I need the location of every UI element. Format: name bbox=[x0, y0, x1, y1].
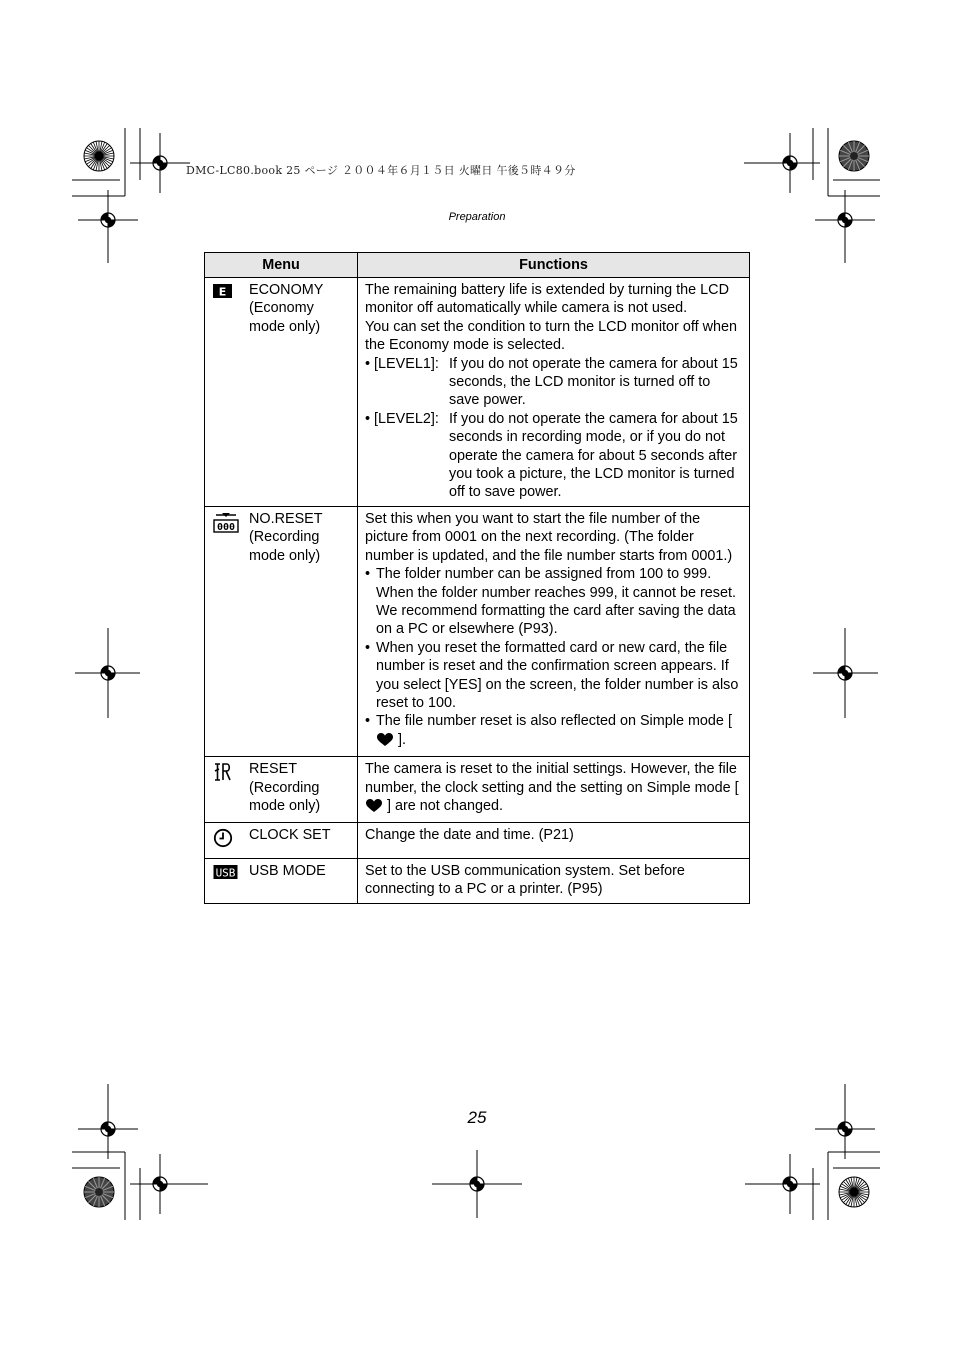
table-row-economy bbox=[205, 278, 750, 507]
usb-icon bbox=[213, 862, 249, 885]
table-row-no-reset bbox=[205, 506, 750, 756]
heart-icon bbox=[377, 733, 393, 752]
list-item: • The folder number can be assigned from 100 to 999. When the folder number reaches 999, it cannot be reset. We recommend formatting the card after saving the data on a PC or elsewhere (P93). bbox=[365, 566, 736, 638]
economy-description-2: You can set the condition to turn the LCD monitor off when the Economy mode is selected. bbox=[365, 318, 737, 354]
heart-icon bbox=[366, 799, 382, 818]
menu-name-usb-mode: USB MODE bbox=[249, 862, 326, 879]
svg-text:USB: USB bbox=[215, 866, 236, 880]
economy-description-1: The remaining battery life is extended by turning the LCD monitor off automatically while camera is not used. bbox=[365, 282, 729, 317]
level1-label: • [LEVEL1]: bbox=[365, 355, 439, 372]
table-header-row bbox=[205, 253, 750, 278]
svg-text:E: E bbox=[218, 285, 227, 299]
simple-mode-note: The file number reset is also reflected on Simple mode [ bbox=[376, 713, 732, 730]
menu-name-economy: ECONOMY (Economy mode only) bbox=[249, 282, 324, 335]
number-reset-icon bbox=[213, 510, 249, 565]
economy-e-icon bbox=[213, 281, 249, 336]
usb-mode-description: Set to the USB communication system. Set before connecting to a PC or a printer. (P95) bbox=[358, 858, 750, 903]
setup-menu-table bbox=[204, 252, 750, 904]
clock-icon bbox=[213, 826, 249, 853]
section-title: Preparation bbox=[448, 211, 506, 223]
list-item: • The file number reset is also reflected on Simple mode [ ]. bbox=[365, 712, 743, 752]
level2-text: If you do not operate the camera for about 15 seconds in recording mode, or if you do not operate the camera for about 5 seconds after you took a picture, the LCD monitor is turned off to save power. bbox=[449, 410, 738, 501]
table-row-reset bbox=[205, 757, 750, 823]
list-item-level1 bbox=[365, 355, 743, 410]
clock-set-description: Change the date and time. (P21) bbox=[358, 823, 750, 858]
no-reset-description: Set this when you want to start the file number of the picture from 0001 on the next recording. (The folder number is updated, and the file number starts from 0001.) bbox=[365, 510, 733, 564]
table-row-clock-set bbox=[205, 823, 750, 858]
menu-name-no-reset: NO.RESET (Recording mode only) bbox=[249, 510, 323, 564]
list-item: • When you reset the formatted card or new card, the file number is reset and the confirmation screen appears. If you select [YES] on the screen, the folder number is also reset to 100. bbox=[365, 639, 739, 711]
svg-text:000: 000 bbox=[216, 521, 236, 533]
level2-label: • [LEVEL2]: bbox=[365, 410, 439, 427]
book-file-header: DMC-LC80.book 25 ページ ２００４年６月１５日 火曜日 午後５時４９分 bbox=[186, 164, 576, 177]
reset-icon bbox=[213, 760, 249, 815]
functions-column-header: Functions bbox=[358, 253, 750, 278]
list-item-level2 bbox=[365, 410, 743, 502]
reset-description: The camera is reset to the initial settings. However, the file number, the clock setting and the setting on Simple mode [ bbox=[365, 761, 739, 796]
menu-name-clock-set: CLOCK SET bbox=[249, 827, 331, 844]
table-row-usb-mode bbox=[205, 858, 750, 903]
level1-text: If you do not operate the camera for about 15 seconds, the LCD monitor is turned off to save power. bbox=[449, 355, 738, 409]
reset-description-end: ] are not changed. bbox=[387, 797, 504, 814]
page-number: 25 bbox=[467, 1108, 487, 1127]
menu-name-reset: RESET (Recording mode only) bbox=[249, 761, 321, 814]
menu-column-header: Menu bbox=[205, 253, 358, 278]
simple-mode-note-end: ]. bbox=[398, 731, 406, 748]
